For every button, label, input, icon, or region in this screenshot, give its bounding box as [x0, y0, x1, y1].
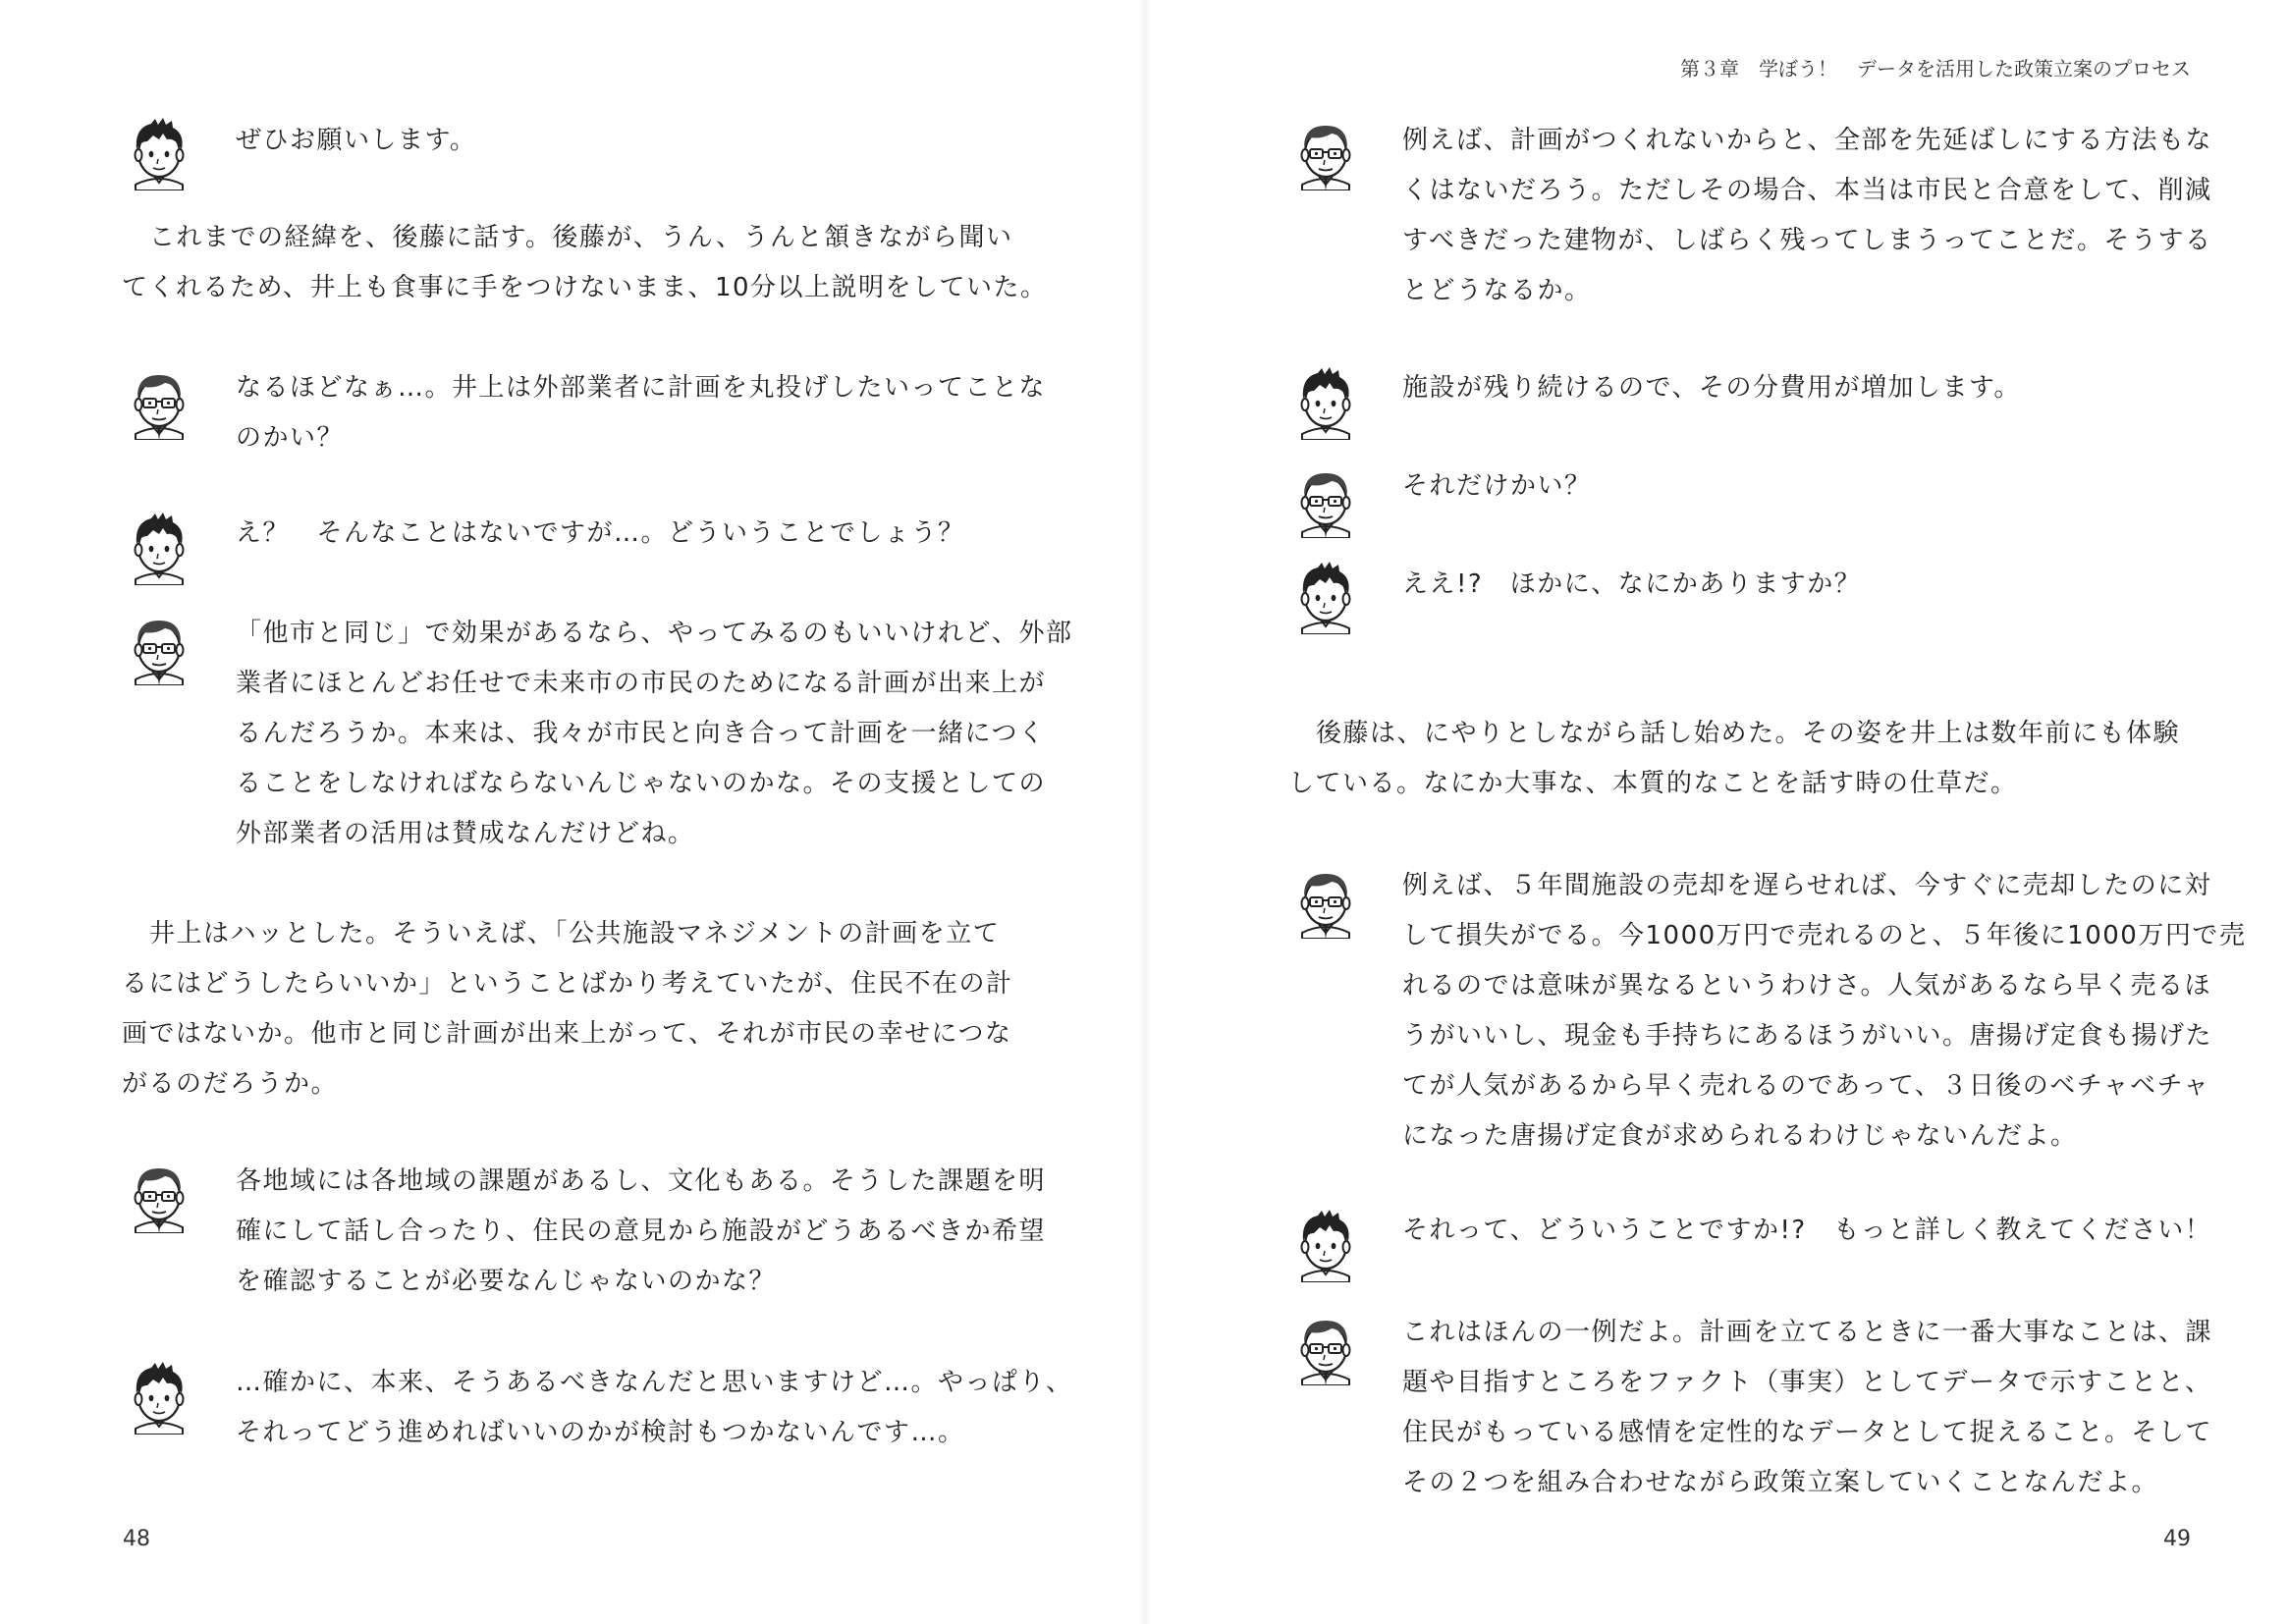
text-line: その２つを組み合わせながら政策立案していくことなんだよ。	[1402, 1468, 2159, 1497]
dialogue-line	[1402, 461, 1592, 512]
dialogue-line	[236, 609, 1073, 859]
text-line: ぜひお願いします。	[236, 126, 477, 155]
text-line: がるのだろうか。	[122, 1069, 339, 1099]
dialogue-line	[1402, 1308, 2212, 1508]
dialogue-line	[236, 1157, 1046, 1307]
young-man-icon	[126, 1360, 192, 1435]
text-line: それってどう進めればいいのかが検討もつかないんです…。	[236, 1418, 965, 1447]
text-line: 例えば、５年間施設の売却を遅らせれば、今すぐに売却したのに対	[1402, 871, 2212, 900]
text-line: 画ではないか。他市と同じ計画が出来上がって、それが市民の幸せにつな	[122, 1019, 1012, 1049]
text-line: 井上はハッとした。そういえば、「公共施設マネジメントの計画を立て	[149, 919, 1001, 948]
text-line: …確かに、本来、そうあるべきなんだと思いますけど…。やっぱり、	[236, 1368, 1073, 1397]
dialogue-line	[1402, 560, 1861, 610]
young-man-icon	[126, 511, 192, 585]
young-man-icon	[126, 116, 192, 190]
text-line: 「他市と同じ」で効果があるなら、やってみるのもいいけれど、外部	[236, 619, 1073, 648]
text-line: うがいいし、現金も手持ちにあるほうがいい。唐揚げ定食も揚げた	[1402, 1021, 2213, 1051]
young-man-icon	[1292, 560, 1359, 634]
dialogue-line	[1402, 861, 2246, 1162]
text-line: るんだろうか。本来は、我々が市民と向き合って計画を一緒につく	[236, 719, 1046, 748]
text-line: れるのでは意味が異なるというわけさ。人気があるなら早く売るほ	[1402, 971, 2211, 1001]
text-line: てくれるため、井上も食事に手をつけないまま、10分以上説明をしていた。	[122, 273, 1048, 302]
text-line: すべきだった建物が、しばらく残ってしまうってことだ。そうする	[1402, 226, 2212, 255]
text-line: 題や目指すところをファクト（事実）としてデータで示すことと、	[1402, 1368, 2212, 1397]
text-line: それって、どういうことですか!? もっと詳しく教えてください！	[1402, 1216, 2212, 1245]
young-man-icon	[1292, 1208, 1359, 1282]
text-line: して損失がでる。今1000万円で売れるのと、５年後に1000万円で売	[1402, 921, 2247, 950]
dialogue-line	[1402, 1206, 2211, 1256]
text-line: になった唐揚げ定食が求められるわけじゃないんだよ。	[1402, 1121, 2078, 1151]
dialogue-line	[236, 363, 1046, 463]
glasses-man-icon	[1292, 1311, 1359, 1385]
dialogue-line	[236, 116, 476, 166]
text-line: え？ そんなことはないですが…。どういうことでしょう？	[236, 518, 965, 548]
text-line: ることをしなければならないんじゃないのかな。その支援としての	[236, 769, 1047, 798]
text-line: 各地域には各地域の課題があるし、文化もある。そうした課題を明	[236, 1166, 1047, 1196]
glasses-man-icon	[1292, 864, 1359, 939]
text-line: なるほどなぁ…。井上は外部業者に計画を丸投げしたいってことな	[236, 373, 1047, 403]
text-line: 後藤は、にやりとしながら話し始めた。その姿を井上は数年前にも体験	[1316, 719, 2181, 748]
text-line: これまでの経緯を、後藤に話す。後藤が、うん、うんと頷きながら聞い	[149, 223, 1013, 252]
glasses-man-icon	[1292, 463, 1359, 538]
dialogue-line	[1402, 116, 2212, 316]
narration-paragraph	[122, 213, 1048, 313]
text-line: てが人気があるから早く売れるのであって、３日後のベチャベチャ	[1402, 1071, 2210, 1101]
text-line: それだけかい？	[1402, 471, 1592, 501]
text-line: ええ!? ほかに、なにかありますか？	[1402, 569, 1862, 599]
right-page	[1145, 0, 2289, 1624]
text-line: 施設が残り続けるので、その分費用が増加します。	[1402, 373, 2021, 403]
glasses-man-icon	[126, 611, 192, 685]
dialogue-line	[236, 1358, 1073, 1458]
glasses-man-icon	[126, 365, 192, 440]
narration-paragraph	[122, 909, 1013, 1110]
text-line: 例えば、計画がつくれないからと、全部を先延ばしにする方法もな	[1402, 126, 2213, 155]
text-line: 住民がもっている感情を定性的なデータとして捉えること。そして	[1402, 1418, 2213, 1447]
glasses-man-icon	[126, 1159, 192, 1233]
chapter-header: 第３章 学ぼう！ データを活用した政策立案のプロセス	[1680, 57, 2191, 81]
narration-paragraph	[1288, 709, 2180, 809]
dialogue-line	[1402, 363, 2021, 413]
text-line: これはほんの一例だよ。計画を立てるときに一番大事なことは、課	[1402, 1318, 2213, 1347]
page-number: 48	[123, 1527, 150, 1551]
text-line: くはないだろう。ただしその場合、本当は市民と合意をして、削減	[1402, 176, 2212, 205]
text-line: 業者にほとんどお任せで未来市の市民のためになる計画が出来上が	[236, 669, 1047, 698]
glasses-man-icon	[1292, 116, 1359, 190]
text-line: るにはどうしたらいいか」ということばかり考えていたが、住民不在の計	[122, 969, 1013, 999]
text-line: のかい？	[236, 423, 345, 453]
text-line: を確認することが必要なんじゃないのかな？	[236, 1267, 777, 1296]
page-number: 49	[2163, 1527, 2191, 1551]
left-page	[0, 0, 1144, 1624]
young-man-icon	[1292, 365, 1359, 440]
text-line: 外部業者の活用は賛成なんだけどね。	[236, 819, 695, 848]
text-line: 確にして話し合ったり、住民の意見から施設がどうあるべきか希望	[236, 1217, 1047, 1246]
text-line: している。なにか大事な、本質的なことを話す時の仕草だ。	[1288, 769, 2018, 798]
dialogue-line	[236, 509, 965, 559]
text-line: とどうなるか。	[1402, 276, 1592, 305]
